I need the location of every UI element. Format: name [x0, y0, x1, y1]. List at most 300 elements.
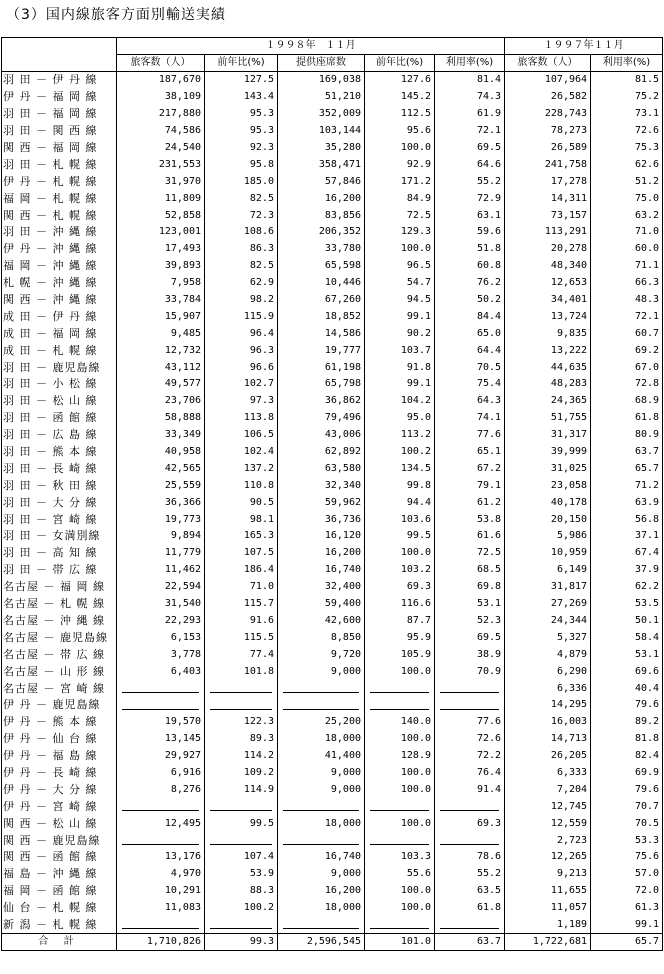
passengers-1998-cell: 6,916 [117, 765, 205, 782]
passengers-1998-cell: 11,083 [117, 900, 205, 917]
passengers-1998-cell: 19,773 [117, 511, 205, 528]
load-factor-1998-cell: 78.6 [435, 849, 505, 866]
total-label: 合 計 [2, 934, 117, 951]
seats-cell: 63,580 [278, 460, 365, 477]
seats-cell: 65,598 [278, 258, 365, 275]
yoy-passengers-cell: 90.5 [205, 494, 278, 511]
yoy-passengers-cell: 89.3 [205, 731, 278, 748]
seats-cell: 32,340 [278, 477, 365, 494]
load-factor-1997-cell: 53.5 [591, 596, 663, 613]
header-yoy-passengers: 前年比(%) [205, 55, 278, 72]
load-factor-1997-cell: 72.8 [591, 376, 663, 393]
route-name: 福 岡 － 函 館 線 [2, 883, 117, 900]
passengers-1998-cell: 31,540 [117, 596, 205, 613]
yoy-passengers-cell: 115.7 [205, 596, 278, 613]
yoy-passengers-cell: 122.3 [205, 714, 278, 731]
load-factor-1997-cell: 89.2 [591, 714, 663, 731]
no-data-dash [122, 684, 199, 693]
passengers-1998-cell: 31,970 [117, 173, 205, 190]
load-factor-1997-cell: 75.6 [591, 849, 663, 866]
load-factor-1998-cell [435, 798, 505, 815]
yoy-passengers-cell [205, 680, 278, 697]
load-factor-1997-cell: 73.1 [591, 106, 663, 123]
seats-cell: 8,850 [278, 629, 365, 646]
passengers-1998-cell: 42,565 [117, 460, 205, 477]
passengers-1997-cell: 24,365 [505, 393, 591, 410]
yoy-passengers-cell: 115.9 [205, 308, 278, 325]
yoy-seats-cell [365, 832, 435, 849]
load-factor-1997-cell: 53.1 [591, 646, 663, 663]
table-row [2, 342, 663, 359]
passengers-1997-cell: 48,283 [505, 376, 591, 393]
route-name: 伊 丹 － 沖 縄 線 [2, 241, 117, 258]
no-data-dash [122, 836, 199, 845]
yoy-passengers-cell: 53.9 [205, 866, 278, 883]
yoy-passengers-cell: 106.5 [205, 427, 278, 444]
load-factor-1997-cell: 69.2 [591, 342, 663, 359]
yoy-passengers-cell: 91.6 [205, 613, 278, 630]
passengers-1998-cell: 36,366 [117, 494, 205, 511]
yoy-passengers-cell [205, 832, 278, 849]
yoy-passengers-cell: 88.3 [205, 883, 278, 900]
load-factor-1998-cell: 69.5 [435, 140, 505, 157]
yoy-passengers-cell: 114.9 [205, 781, 278, 798]
load-factor-1997-cell: 56.8 [591, 511, 663, 528]
load-factor-1997-cell: 67.4 [591, 545, 663, 562]
passengers-1997-cell: 1,189 [505, 917, 591, 934]
yoy-passengers-cell [205, 697, 278, 714]
yoy-passengers-cell: 95.3 [205, 106, 278, 123]
load-factor-1998-cell: 74.1 [435, 410, 505, 427]
passengers-1997-cell: 12,265 [505, 849, 591, 866]
seats-cell: 16,740 [278, 849, 365, 866]
seats-cell: 18,000 [278, 815, 365, 832]
seats-cell [278, 697, 365, 714]
no-data-dash [210, 684, 272, 693]
route-name: 羽 田 － 女満別線 [2, 528, 117, 545]
yoy-passengers-cell: 96.4 [205, 325, 278, 342]
seats-cell: 19,777 [278, 342, 365, 359]
load-factor-1998-cell: 55.2 [435, 866, 505, 883]
load-factor-1997-cell: 71.1 [591, 258, 663, 275]
passengers-1997-cell: 14,311 [505, 190, 591, 207]
yoy-seats-cell: 129.3 [365, 224, 435, 241]
no-data-dash [440, 802, 499, 811]
passengers-1997-cell: 48,340 [505, 258, 591, 275]
load-factor-1998-cell: 72.6 [435, 731, 505, 748]
seats-cell: 18,000 [278, 731, 365, 748]
no-data-dash [370, 802, 429, 811]
seats-cell: 67,260 [278, 292, 365, 309]
yoy-passengers-cell: 98.1 [205, 511, 278, 528]
passengers-1998-cell: 74,586 [117, 123, 205, 140]
passengers-1998-cell [117, 680, 205, 697]
yoy-passengers-cell: 115.5 [205, 629, 278, 646]
seats-cell: 57,846 [278, 173, 365, 190]
passengers-1998-cell: 6,153 [117, 629, 205, 646]
yoy-seats-cell: 87.7 [365, 613, 435, 630]
table-row [2, 697, 663, 714]
seats-cell: 62,892 [278, 444, 365, 461]
seats-cell: 10,446 [278, 275, 365, 292]
yoy-seats-cell: 54.7 [365, 275, 435, 292]
yoy-seats-cell: 92.9 [365, 156, 435, 173]
yoy-seats-cell: 100.2 [365, 444, 435, 461]
table-row [2, 156, 663, 173]
load-factor-1998-cell: 59.6 [435, 224, 505, 241]
load-factor-1998-cell: 77.6 [435, 427, 505, 444]
seats-cell [278, 832, 365, 849]
yoy-passengers-cell: 101.8 [205, 663, 278, 680]
passengers-1997-cell: 9,835 [505, 325, 591, 342]
passengers-1997-cell: 5,327 [505, 629, 591, 646]
yoy-seats-cell: 100.0 [365, 545, 435, 562]
load-factor-1997-cell: 40.4 [591, 680, 663, 697]
header-load-factor-1998: 利用率(%) [435, 55, 505, 72]
yoy-seats-cell: 55.6 [365, 866, 435, 883]
route-name: 成 田 － 伊 丹 線 [2, 308, 117, 325]
yoy-passengers-cell: 71.0 [205, 579, 278, 596]
load-factor-1997-cell: 65.7 [591, 460, 663, 477]
table-row [2, 748, 663, 765]
seats-cell: 59,400 [278, 596, 365, 613]
passengers-1997-cell: 12,559 [505, 815, 591, 832]
table-row [2, 714, 663, 731]
load-factor-1997-cell: 79.6 [591, 781, 663, 798]
yoy-seats-cell: 116.6 [365, 596, 435, 613]
load-factor-1998-cell: 77.6 [435, 714, 505, 731]
passengers-1998-cell: 40,958 [117, 444, 205, 461]
route-name: 伊 丹 － 長 崎 線 [2, 765, 117, 782]
passengers-1998-cell [117, 798, 205, 815]
route-name: 羽 田 － 鹿児島線 [2, 359, 117, 376]
table-row [2, 106, 663, 123]
load-factor-1998-cell: 68.5 [435, 562, 505, 579]
passengers-1998-cell: 58,888 [117, 410, 205, 427]
table-row [2, 528, 663, 545]
yoy-passengers-cell [205, 917, 278, 934]
load-factor-1998-cell: 75.4 [435, 376, 505, 393]
seats-cell: 16,200 [278, 883, 365, 900]
route-name: 羽 田 － 伊 丹 線 [2, 72, 117, 89]
table-row [2, 781, 663, 798]
load-factor-1997-cell: 62.6 [591, 156, 663, 173]
seats-cell: 65,798 [278, 376, 365, 393]
passengers-1997-cell: 5,986 [505, 528, 591, 545]
no-data-dash [370, 920, 429, 929]
seats-cell: 43,006 [278, 427, 365, 444]
total-seats: 2,596,545 [278, 934, 365, 951]
table-row [2, 849, 663, 866]
table-row [2, 866, 663, 883]
seats-cell [278, 798, 365, 815]
table-row [2, 545, 663, 562]
yoy-passengers-cell: 137.2 [205, 460, 278, 477]
passengers-1997-cell: 34,401 [505, 292, 591, 309]
load-factor-1998-cell: 64.3 [435, 393, 505, 410]
route-name: 新 潟 － 札 幌 線 [2, 917, 117, 934]
seats-cell: 36,862 [278, 393, 365, 410]
yoy-seats-cell: 145.2 [365, 89, 435, 106]
yoy-passengers-cell: 186.4 [205, 562, 278, 579]
load-factor-1997-cell: 72.0 [591, 883, 663, 900]
route-name: 福 島 － 沖 縄 線 [2, 866, 117, 883]
load-factor-1997-cell: 99.1 [591, 917, 663, 934]
passengers-1997-cell: 11,655 [505, 883, 591, 900]
route-name: 羽 田 － 函 館 線 [2, 410, 117, 427]
yoy-passengers-cell: 62.9 [205, 275, 278, 292]
yoy-seats-cell: 105.9 [365, 646, 435, 663]
seats-cell: 25,200 [278, 714, 365, 731]
yoy-seats-cell: 100.0 [365, 241, 435, 258]
seats-cell: 16,740 [278, 562, 365, 579]
passengers-1998-cell: 29,927 [117, 748, 205, 765]
yoy-seats-cell: 99.5 [365, 528, 435, 545]
table-row [2, 173, 663, 190]
passengers-1997-cell: 6,333 [505, 765, 591, 782]
load-factor-1998-cell: 64.4 [435, 342, 505, 359]
route-name: 札 幌 － 沖 縄 線 [2, 275, 117, 292]
passengers-1997-cell: 31,817 [505, 579, 591, 596]
route-name: 福 岡 － 札 幌 線 [2, 190, 117, 207]
route-name: 羽 田 － 広 島 線 [2, 427, 117, 444]
yoy-seats-cell: 104.2 [365, 393, 435, 410]
yoy-seats-cell: 100.0 [365, 883, 435, 900]
yoy-passengers-cell: 102.4 [205, 444, 278, 461]
route-name: 伊 丹 － 福 岡 線 [2, 89, 117, 106]
route-name: 伊 丹 － 熊 本 線 [2, 714, 117, 731]
load-factor-1997-cell: 63.9 [591, 494, 663, 511]
load-factor-1998-cell [435, 697, 505, 714]
passengers-1997-cell: 241,758 [505, 156, 591, 173]
seats-cell: 51,210 [278, 89, 365, 106]
route-name: 伊 丹 － 鹿児島線 [2, 697, 117, 714]
passengers-1998-cell: 11,809 [117, 190, 205, 207]
load-factor-1998-cell: 81.4 [435, 72, 505, 89]
yoy-seats-cell: 171.2 [365, 173, 435, 190]
load-factor-1997-cell: 50.1 [591, 613, 663, 630]
table-row [2, 798, 663, 815]
header-row-period [2, 38, 663, 55]
load-factor-1997-cell: 75.0 [591, 190, 663, 207]
table-row [2, 275, 663, 292]
load-factor-1997-cell: 70.7 [591, 798, 663, 815]
passengers-1997-cell: 14,713 [505, 731, 591, 748]
yoy-passengers-cell: 77.4 [205, 646, 278, 663]
route-name: 関 西 － 札 幌 線 [2, 207, 117, 224]
load-factor-1997-cell: 75.2 [591, 89, 663, 106]
route-name: 羽 田 － 宮 崎 線 [2, 511, 117, 528]
passengers-1997-cell: 13,724 [505, 308, 591, 325]
passengers-1998-cell: 12,732 [117, 342, 205, 359]
seats-cell: 9,000 [278, 765, 365, 782]
seats-cell: 61,198 [278, 359, 365, 376]
yoy-seats-cell: 112.5 [365, 106, 435, 123]
passengers-1998-cell: 11,779 [117, 545, 205, 562]
load-factor-1998-cell [435, 917, 505, 934]
passengers-1998-cell: 24,540 [117, 140, 205, 157]
load-factor-1998-cell: 38.9 [435, 646, 505, 663]
route-table [1, 37, 663, 951]
load-factor-1998-cell: 70.9 [435, 663, 505, 680]
route-name: 関 西 － 福 岡 線 [2, 140, 117, 157]
route-name: 羽 田 － 札 幌 線 [2, 156, 117, 173]
no-data-dash [283, 802, 359, 811]
passengers-1997-cell: 12,745 [505, 798, 591, 815]
yoy-seats-cell: 100.0 [365, 815, 435, 832]
table-row [2, 359, 663, 376]
no-data-dash [370, 684, 429, 693]
seats-cell: 33,780 [278, 241, 365, 258]
load-factor-1997-cell: 69.9 [591, 765, 663, 782]
table-row [2, 376, 663, 393]
yoy-passengers-cell: 107.5 [205, 545, 278, 562]
load-factor-1997-cell: 37.9 [591, 562, 663, 579]
table-body [2, 72, 663, 934]
yoy-seats-cell [365, 680, 435, 697]
yoy-seats-cell: 100.0 [365, 663, 435, 680]
load-factor-1997-cell: 69.6 [591, 663, 663, 680]
no-data-dash [122, 701, 199, 710]
yoy-seats-cell: 84.9 [365, 190, 435, 207]
header-passengers-1997: 旅客数（人） [505, 55, 591, 72]
load-factor-1997-cell: 70.5 [591, 815, 663, 832]
yoy-passengers-cell: 96.6 [205, 359, 278, 376]
table-row [2, 917, 663, 934]
passengers-1998-cell: 217,880 [117, 106, 205, 123]
table-row [2, 765, 663, 782]
yoy-seats-cell: 95.9 [365, 629, 435, 646]
yoy-seats-cell: 103.6 [365, 511, 435, 528]
table-row [2, 460, 663, 477]
total-yoy-seats: 101.0 [365, 934, 435, 951]
load-factor-1997-cell: 51.2 [591, 173, 663, 190]
seats-cell: 18,000 [278, 900, 365, 917]
route-name: 名古屋 － 山 形 線 [2, 663, 117, 680]
passengers-1998-cell: 22,293 [117, 613, 205, 630]
route-name: 福 岡 － 沖 縄 線 [2, 258, 117, 275]
seats-cell: 18,852 [278, 308, 365, 325]
passengers-1998-cell: 43,112 [117, 359, 205, 376]
load-factor-1998-cell: 74.3 [435, 89, 505, 106]
yoy-passengers-cell: 82.5 [205, 258, 278, 275]
table-row [2, 241, 663, 258]
load-factor-1997-cell: 53.3 [591, 832, 663, 849]
yoy-passengers-cell: 98.2 [205, 292, 278, 309]
table-row [2, 494, 663, 511]
table-row [2, 72, 663, 89]
passengers-1997-cell: 4,879 [505, 646, 591, 663]
seats-cell: 169,038 [278, 72, 365, 89]
load-factor-1998-cell: 79.1 [435, 477, 505, 494]
load-factor-1998-cell: 60.8 [435, 258, 505, 275]
route-name: 羽 田 － 松 山 線 [2, 393, 117, 410]
route-name: 伊 丹 － 宮 崎 線 [2, 798, 117, 815]
table-row [2, 190, 663, 207]
route-name: 関 西 － 松 山 線 [2, 815, 117, 832]
passengers-1997-cell: 7,204 [505, 781, 591, 798]
passengers-1998-cell [117, 697, 205, 714]
passengers-1998-cell: 23,706 [117, 393, 205, 410]
passengers-1998-cell: 49,577 [117, 376, 205, 393]
total-row [2, 934, 663, 951]
passengers-1997-cell: 13,222 [505, 342, 591, 359]
route-name: 仙 台 － 札 幌 線 [2, 900, 117, 917]
table-row [2, 427, 663, 444]
total-passengers-1998: 1,710,826 [117, 934, 205, 951]
table-row [2, 393, 663, 410]
passengers-1998-cell: 13,176 [117, 849, 205, 866]
passengers-1998-cell: 231,553 [117, 156, 205, 173]
passengers-1998-cell: 6,403 [117, 663, 205, 680]
passengers-1997-cell: 17,278 [505, 173, 591, 190]
yoy-seats-cell: 103.3 [365, 849, 435, 866]
route-name: 羽 田 － 関 西 線 [2, 123, 117, 140]
passengers-1997-cell: 6,290 [505, 663, 591, 680]
route-name: 成 田 － 福 岡 線 [2, 325, 117, 342]
passengers-1998-cell: 7,958 [117, 275, 205, 292]
passengers-1997-cell: 20,150 [505, 511, 591, 528]
table-row [2, 258, 663, 275]
yoy-seats-cell: 90.2 [365, 325, 435, 342]
passengers-1997-cell: 10,959 [505, 545, 591, 562]
load-factor-1998-cell [435, 832, 505, 849]
table-row [2, 613, 663, 630]
no-data-dash [210, 802, 272, 811]
load-factor-1997-cell: 75.3 [591, 140, 663, 157]
seats-cell: 352,009 [278, 106, 365, 123]
seats-cell: 59,962 [278, 494, 365, 511]
no-data-dash [283, 920, 359, 929]
table-row [2, 883, 663, 900]
table-row [2, 832, 663, 849]
load-factor-1998-cell: 61.2 [435, 494, 505, 511]
route-name: 羽 田 － 熊 本 線 [2, 444, 117, 461]
passengers-1998-cell: 9,894 [117, 528, 205, 545]
yoy-seats-cell: 134.5 [365, 460, 435, 477]
yoy-seats-cell: 100.0 [365, 140, 435, 157]
seats-cell: 9,000 [278, 866, 365, 883]
yoy-passengers-cell: 82.5 [205, 190, 278, 207]
no-data-dash [440, 836, 499, 845]
yoy-seats-cell: 94.4 [365, 494, 435, 511]
seats-cell: 16,120 [278, 528, 365, 545]
no-data-dash [210, 701, 272, 710]
load-factor-1997-cell: 72.1 [591, 308, 663, 325]
load-factor-1997-cell: 71.0 [591, 224, 663, 241]
route-name: 関 西 － 函 館 線 [2, 849, 117, 866]
yoy-passengers-cell: 99.5 [205, 815, 278, 832]
route-name: 伊 丹 － 大 分 線 [2, 781, 117, 798]
table-row [2, 123, 663, 140]
passengers-1998-cell [117, 917, 205, 934]
passengers-1998-cell: 13,145 [117, 731, 205, 748]
passengers-1998-cell: 22,594 [117, 579, 205, 596]
route-name: 名古屋 － 鹿児島線 [2, 629, 117, 646]
route-name: 伊 丹 － 仙 台 線 [2, 731, 117, 748]
no-data-dash [440, 684, 499, 693]
yoy-passengers-cell: 143.4 [205, 89, 278, 106]
seats-cell: 9,000 [278, 663, 365, 680]
yoy-passengers-cell: 95.8 [205, 156, 278, 173]
no-data-dash [283, 684, 359, 693]
table-row [2, 562, 663, 579]
passengers-1998-cell: 12,495 [117, 815, 205, 832]
load-factor-1997-cell: 60.0 [591, 241, 663, 258]
load-factor-1998-cell: 72.5 [435, 545, 505, 562]
load-factor-1997-cell: 37.1 [591, 528, 663, 545]
yoy-passengers-cell: 72.3 [205, 207, 278, 224]
